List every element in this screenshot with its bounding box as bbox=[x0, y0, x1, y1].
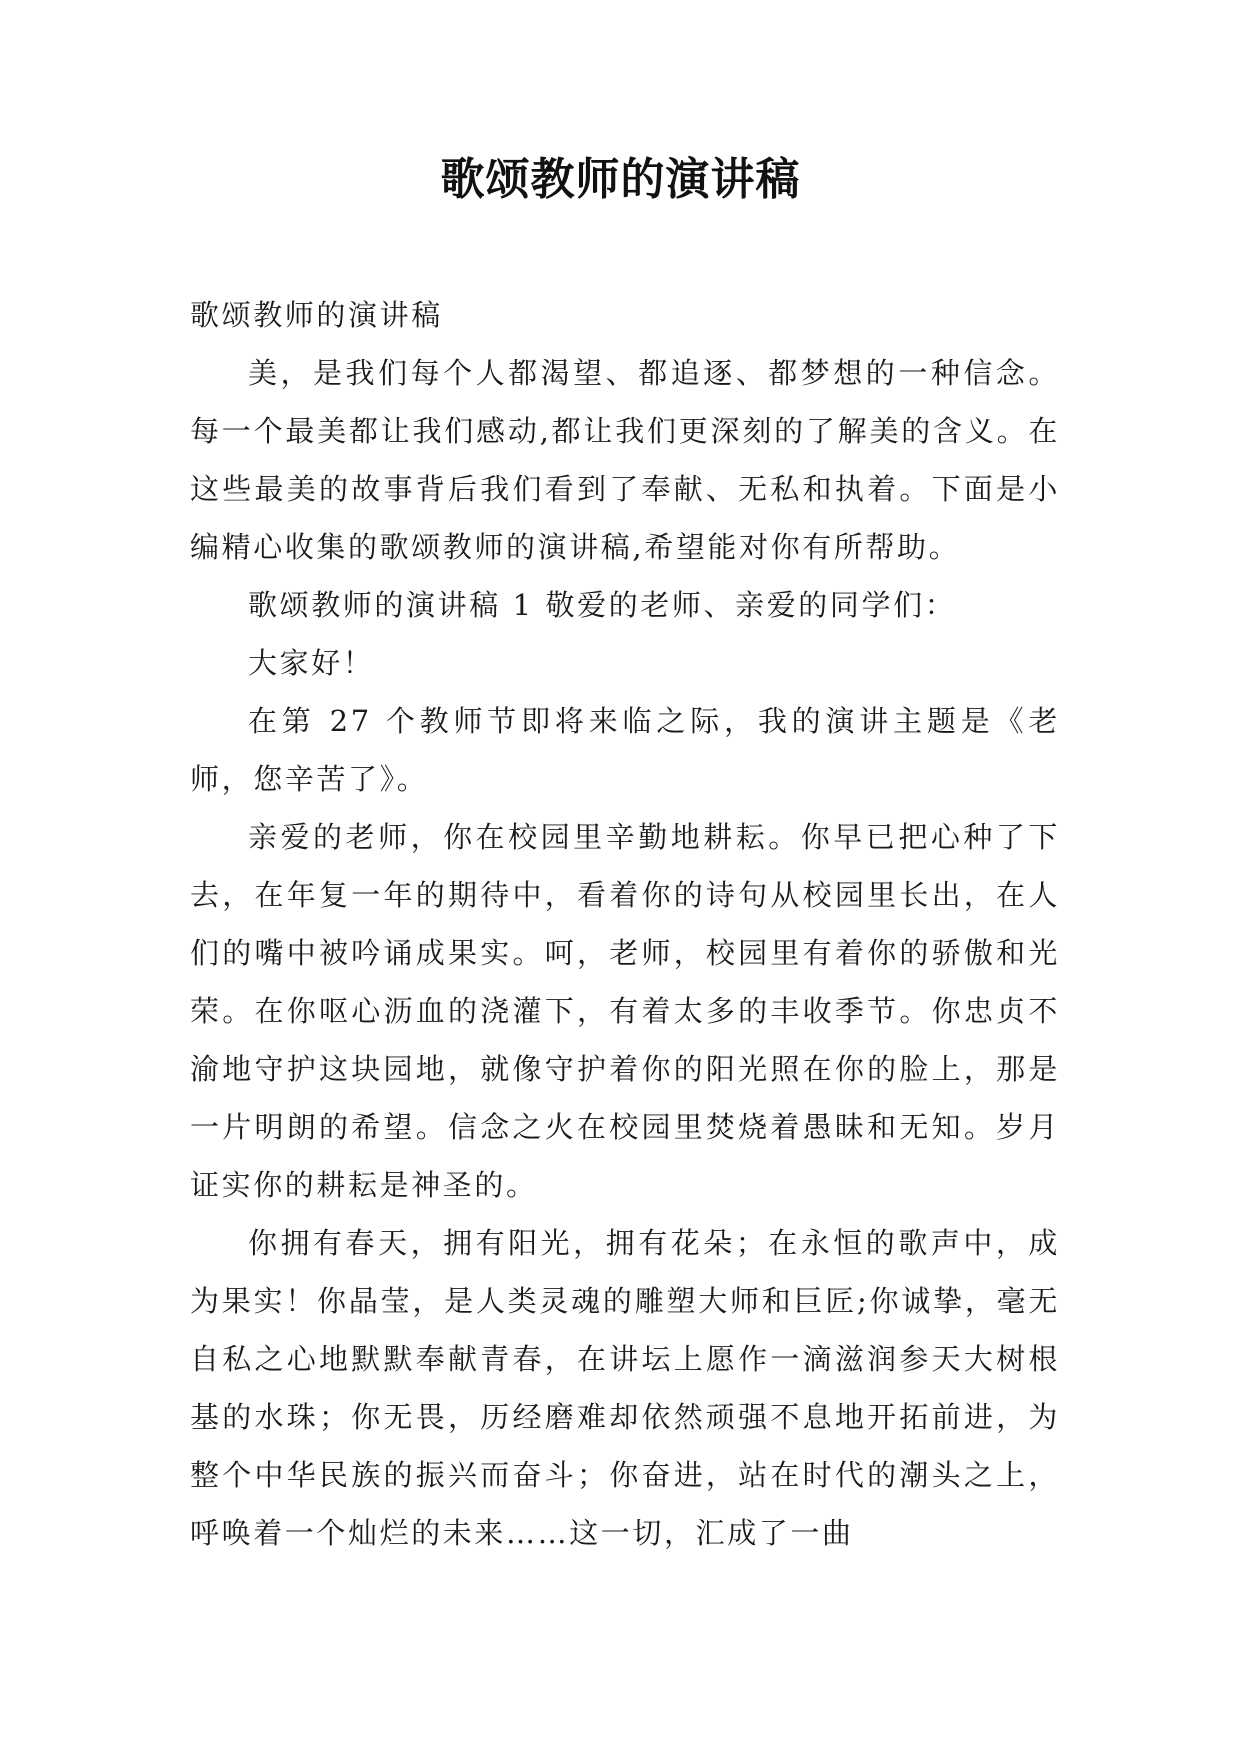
document-title: 歌颂教师的演讲稿 bbox=[440, 154, 801, 205]
paragraph-greeting: 大家好！ bbox=[248, 646, 375, 680]
paragraph-theme: 在第 27 个教师节即将来临之际，我的演讲主题是《老师，您辛苦了》。 bbox=[190, 704, 1060, 796]
paragraph-speech-heading: 歌颂教师的演讲稿 1 敬爱的老师、亲爱的同学们： bbox=[248, 588, 957, 622]
paragraph-body-2: 你拥有春天，拥有阳光，拥有花朵；在永恒的歌声中，成为果实！你晶莹，是人类灵魂的雕塑大师和巨匠;你诚挚，毫无自私之心地默默奉献青春，在讲坛上愿作一滴滋润参天大树根基的水珠；你无畏，历经磨难却依然顽强不息地开拓前进，为整个中华民族的振兴而奋斗；你奋进，站在时代的潮头之上，呼唤着一个灿烂的未来……这一切，汇成了一曲 bbox=[190, 1226, 1060, 1550]
paragraph-body-1: 亲爱的老师，你在校园里辛勤地耕耘。你早已把心种了下去，在年复一年的期待中，看着你的诗句从校园里长出，在人们的嘴中被吟诵成果实。呵，老师，校园里有着你的骄傲和光荣。在你呕心沥血的浇灌下，有着太多的丰收季节。你忠贞不渝地守护这块园地，就像守护着你的阳光照在你的脸上，那是一片明朗的希望。信念之火在校园里焚烧着愚昧和无知。岁月证实你的耕耘是神圣的。 bbox=[190, 820, 1060, 1202]
section-heading: 歌颂教师的演讲稿 bbox=[190, 298, 443, 332]
paragraph-intro: 美，是我们每个人都渴望、都追逐、都梦想的一种信念。每一个最美都让我们感动,都让我们更深刻的了解美的含义。在这些最美的故事背后我们看到了奉献、无私和执着。下面是小编精心收集的歌颂教师的演讲稿,希望能对你有所帮助。 bbox=[190, 356, 1060, 564]
document-body bbox=[190, 286, 1060, 1562]
